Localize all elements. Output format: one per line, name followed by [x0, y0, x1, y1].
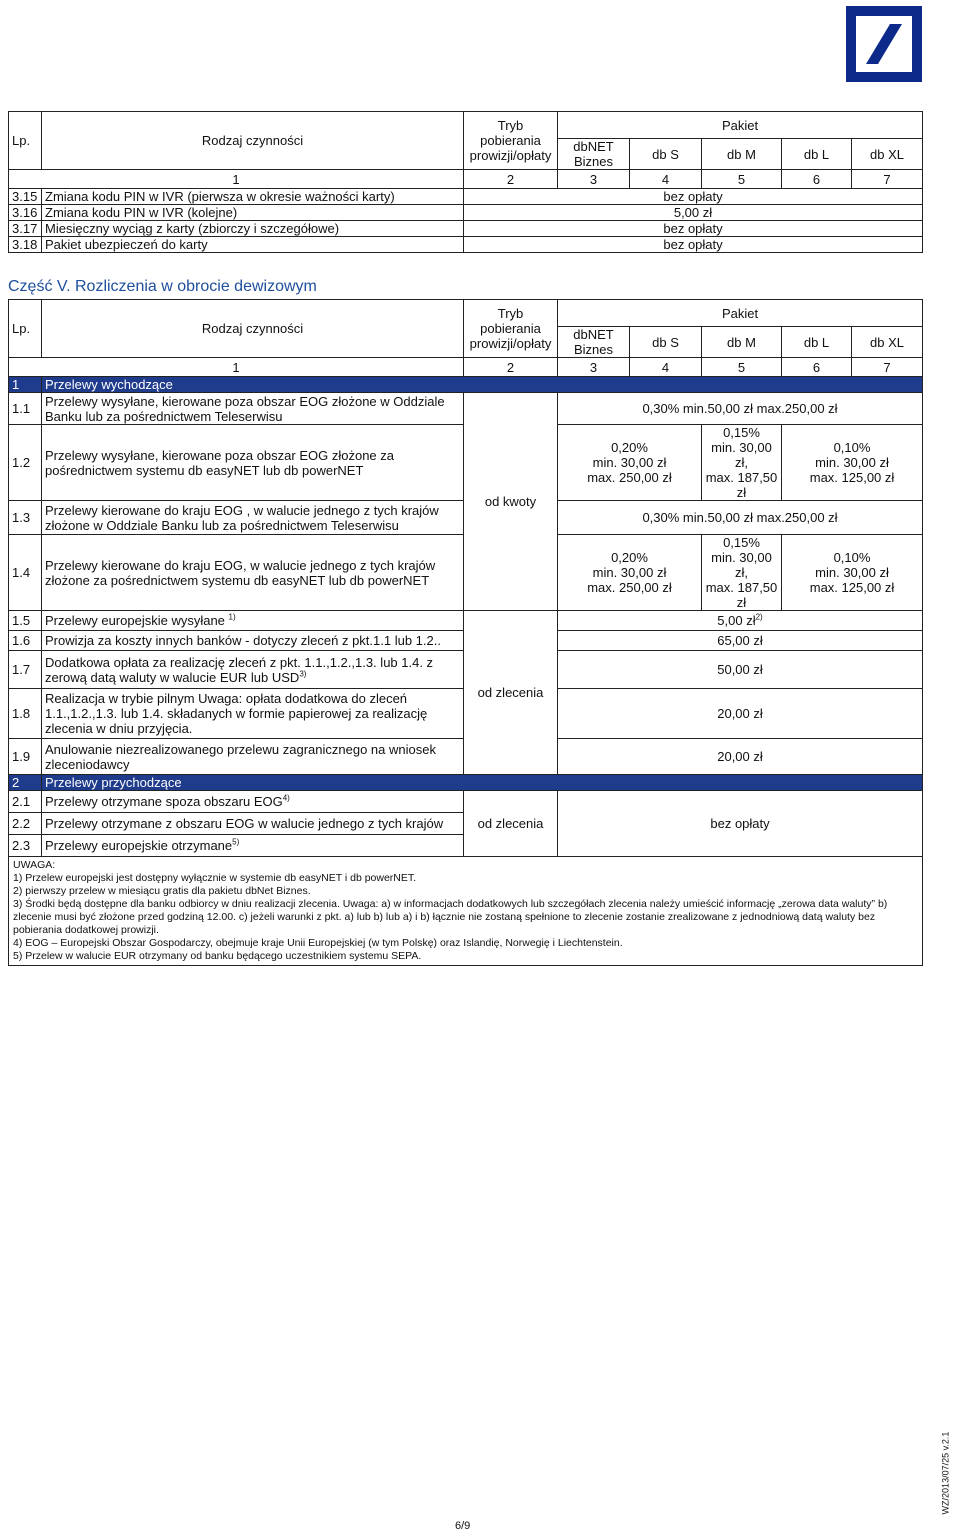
fees-table-foreign — [8, 299, 923, 966]
col-num-4: 4 — [630, 358, 702, 377]
col-num-5: 5 — [702, 358, 782, 377]
tryb-od-zlecenia: od zlecenia — [464, 611, 558, 775]
table-row: 1.4 Przelewy kierowane do kraju EOG, w walucie jednego z tych krajów złożone za pośrednictwem systemu db easyNET lub db powerNET 0,20% min. 30,00 zł max. 250,00 zł 0,15% min. 30,00 zł, max. 187,50 zł 0,10% min. 30,00 zł max. 125,00 zł — [9, 535, 923, 611]
col-num-3: 3 — [558, 358, 630, 377]
bank-logo — [846, 6, 922, 82]
note-3: 3) Środki będą dostępne dla banku odbiorcy w dniu realizacji zlecenia. Uwaga: a) w informacjach dodatkowych lub szczegółach zlecenia należy umieścić informację „zerowa data waluty” b) zlecenie musi być złożone przed godziną 12.00. c) jeżeli warunki z pkt. a) lub b) lub a) i b) łącznie nie zostaną spełnione to zlecenie zostanie zrealizowane z jednodniową datą waluty bez pobierania dodatkowej prowizji. — [13, 898, 888, 936]
table-row: 1.2 Przelewy wysyłane, kierowane poza obszar EOG złożone za pośrednictwem systemu db easyNET lub db powerNET 0,20% min. 30,00 zł max. 250,00 zł 0,15% min. 30,00 zł, max. 187,50 zł 0,10% min. 30,00 zł max. 125,00 zł — [9, 425, 923, 501]
table-row: 1.1 Przelewy wysyłane, kierowane poza obszar EOG złożone w Oddziale Banku lub za pośrednictwem Teleserwisu od kwoty 0,30% min.50,00 zł max.250,00 zł — [9, 393, 923, 425]
col-pakiet: Pakiet — [558, 112, 923, 139]
note-5: 5) Przelew w walucie EUR otrzymany od banku będącego uczestnikiem systemu SEPA. — [13, 950, 422, 962]
table-row: 1.6 Prowizja za koszty innych banków - dotyczy zleceń z pkt.1.1 lub 1.2.. 65,00 zł — [9, 631, 923, 651]
col-dbnet: dbNET Biznes — [558, 327, 630, 358]
table-row: 1.3 Przelewy kierowane do kraju EOG , w walucie jednego z tych krajów złożone w Oddziale Banku lub za pośrednictwem Teleserwisu 0,30% min.50,00 zł max.250,00 zł — [9, 501, 923, 535]
section-title: Część V. Rozliczenia w obrocie dewizowym — [8, 278, 317, 295]
col-dbm: db M — [702, 139, 782, 170]
table-row: 2.2 Przelewy otrzymane z obszaru EOG w walucie jednego z tych krajów — [9, 813, 923, 835]
table-row: 3.16 Zmiana kodu PIN w IVR (kolejne) 5,00 zł — [9, 205, 923, 221]
col-dbs: db S — [630, 139, 702, 170]
notes-title: UWAGA: — [13, 859, 56, 871]
col-num-4: 4 — [630, 170, 702, 189]
notes-section — [9, 857, 923, 966]
group-row-incoming: 2 Przelewy przychodzące — [9, 775, 923, 791]
col-tryb: Tryb pobierania prowizji/opłaty — [464, 112, 558, 170]
col-dbs: db S — [630, 327, 702, 358]
col-num-1: 1 — [9, 358, 464, 377]
document-code: WZ/2013/07/25 v.2.1 — [940, 1431, 951, 1515]
col-dbl: db L — [782, 327, 852, 358]
col-dbxl: db XL — [852, 139, 923, 170]
col-lp: Lp. — [9, 112, 42, 170]
tryb-od-kwoty: od kwoty — [464, 393, 558, 611]
table-row: 3.17 Miesięczny wyciąg z karty (zbiorczy i szczegółowe) bez opłaty — [9, 221, 923, 237]
table-row: 1.9 Anulowanie niezrealizowanego przelewu zagranicznego na wniosek zleceniodawcy 20,00 zł — [9, 739, 923, 775]
col-num-3: 3 — [558, 170, 630, 189]
col-num-7: 7 — [852, 170, 923, 189]
note-4: 4) EOG – Europejski Obszar Gospodarczy, obejmuje kraje Unii Europejskiej (w tym Polskę) oraz Islandię, Norwegię i Liechtenstein. — [13, 937, 623, 949]
table-row: 2.3 Przelewy europejskie otrzymane$^{5)}$ — [9, 835, 923, 857]
col-dbxl: db XL — [852, 327, 923, 358]
group-row-outgoing: 1 Przelewy wychodzące — [9, 377, 923, 393]
note-2: 2) pierwszy przelew w miesiącu gratis dla pakietu dbNet Biznes. — [13, 885, 311, 897]
page-number: 6/9 — [455, 1520, 471, 1532]
col-dbm: db M — [702, 327, 782, 358]
table-row: 1.7 Dodatkowa opłata za realizację zleceń z pkt. 1.1.,1.2.,1.3. lub 1.4. z zerową datą waluty w walucie EUR lub USD$^{3)}$ 50,00 zł — [9, 651, 923, 689]
note-1: 1) Przelew europejski jest dostępny wyłącznie w systemie db easyNET i db powerNET. — [13, 872, 417, 884]
col-dbnet: dbNET Biznes — [558, 139, 630, 170]
table-row: 3.18 Pakiet ubezpieczeń do karty bez opłaty — [9, 237, 923, 253]
col-num-1: 1 — [9, 170, 464, 189]
col-num-6: 6 — [782, 358, 852, 377]
col-num-6: 6 — [782, 170, 852, 189]
table-row: 3.15 Zmiana kodu PIN w IVR (pierwsza w okresie ważności karty) bez opłaty — [9, 189, 923, 205]
col-num-2: 2 — [464, 358, 558, 377]
table-row: 1.5 Przelewy europejskie wysyłane $^{1)}$ od zlecenia 5,00 $zł^{2)}$ — [9, 611, 923, 631]
col-tryb: Tryb pobierania prowizji/opłaty — [464, 300, 558, 358]
col-lp: Lp. — [9, 300, 42, 358]
col-num-5: 5 — [702, 170, 782, 189]
deutsche-bank-slash-icon — [856, 16, 912, 72]
table-row: 1.8 Realizacja w trybie pilnym Uwaga: opłata dodatkowa do zleceń 1.1.,1.2.,1.3. lub 1.4. składanych w formie papierowej za realizację zlecenia w dniu przyjęcia. 20,00 zł — [9, 689, 923, 739]
col-dbl: db L — [782, 139, 852, 170]
col-num-7: 7 — [852, 358, 923, 377]
table-row: 2.1 Przelewy otrzymane spoza obszaru EOG$^{4)}$ od zlecenia bez opłaty — [9, 791, 923, 813]
col-rodzaj: Rodzaj czynności — [42, 112, 464, 170]
col-pakiet: Pakiet — [558, 300, 923, 327]
col-rodzaj: Rodzaj czynności — [42, 300, 464, 358]
col-num-2: 2 — [464, 170, 558, 189]
fees-table-cards — [8, 111, 923, 253]
